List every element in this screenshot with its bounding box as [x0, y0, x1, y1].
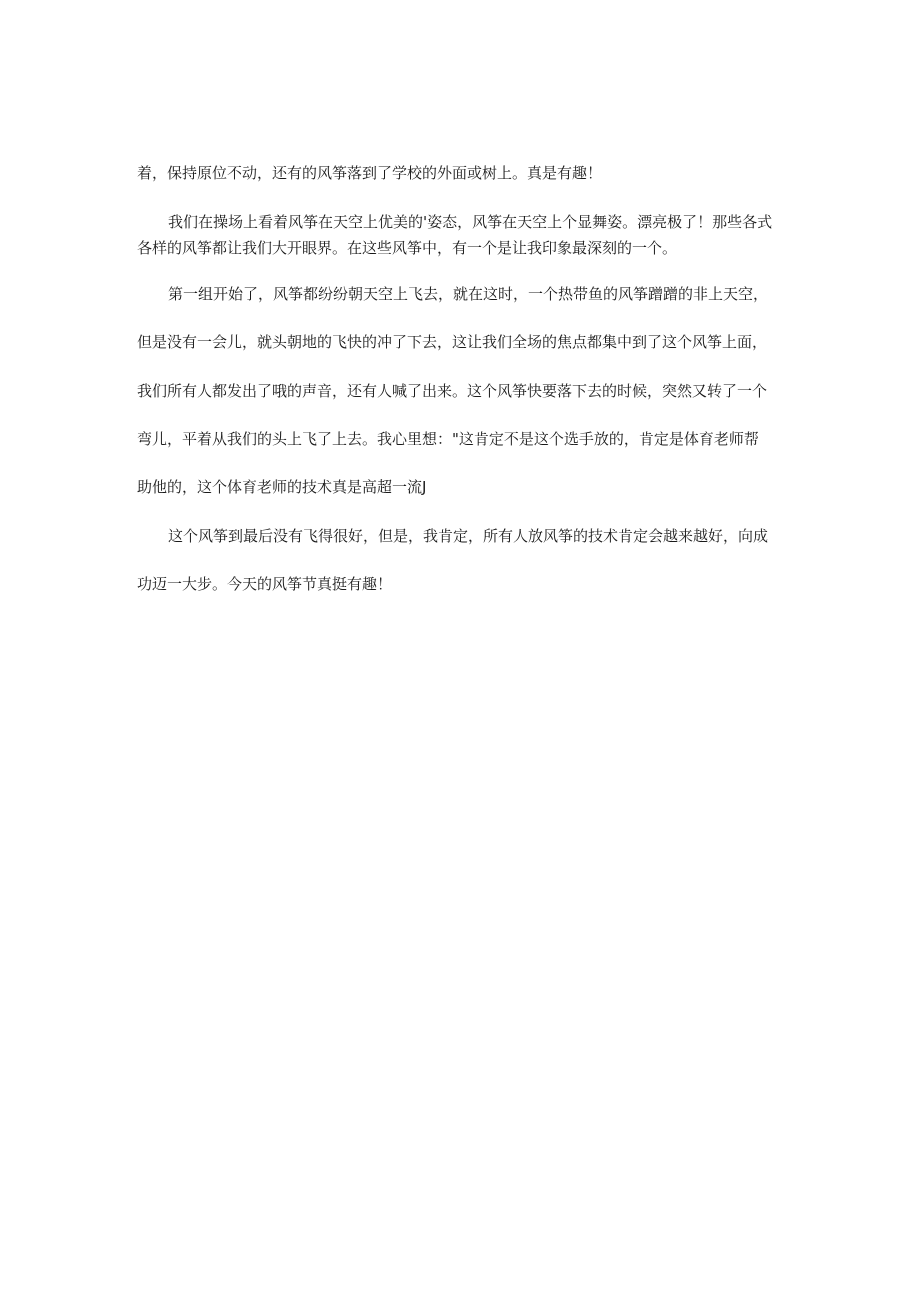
paragraph-3-line-4: 弯儿，平着从我们的头上飞了上去。我心里想："这肯定不是这个选手放的，肯定是体育老师帮: [137, 430, 759, 448]
paragraph-3-line-3: 我们所有人都发出了哦的声音，还有人喊了出来。这个风筝快要落下去的时候，突然又转了一个: [137, 382, 768, 400]
paragraph-3-line-2: 但是没有一会儿，就头朝地的飞快的冲了下去，这让我们全场的焦点都集中到了这个风筝上面，: [137, 333, 768, 351]
paragraph-3-line-1: 第一组开始了，风筝都纷纷朝天空上飞去，就在这时，一个热带鱼的风筝蹭蹭的非上天空，: [168, 285, 769, 303]
paragraph-4-line-2: 功迈一大步。今天的风筝节真挺有趣！: [137, 575, 393, 593]
paragraph-2-line-2: 各样的风筝都让我们大开眼界。在这些风筝中，有一个是让我印象最深刻的一个。: [137, 239, 678, 257]
paragraph-3-line-5: 助他的，这个体育老师的技术真是高超一流J: [137, 478, 427, 496]
paragraph-4-line-1: 这个风筝到最后没有飞得很好，但是，我肯定，所有人放风筝的技术肯定会越来越好，向成: [168, 527, 769, 545]
paragraph-2-line-1: 我们在操场上看着风筝在天空上优美的'姿态，风筝在天空上个显舞姿。漂亮极了！那些各式: [168, 213, 773, 231]
paragraph-1-line-1: 着，保持原位不动，还有的风筝落到了学校的外面或树上。真是有趣！: [137, 164, 603, 182]
